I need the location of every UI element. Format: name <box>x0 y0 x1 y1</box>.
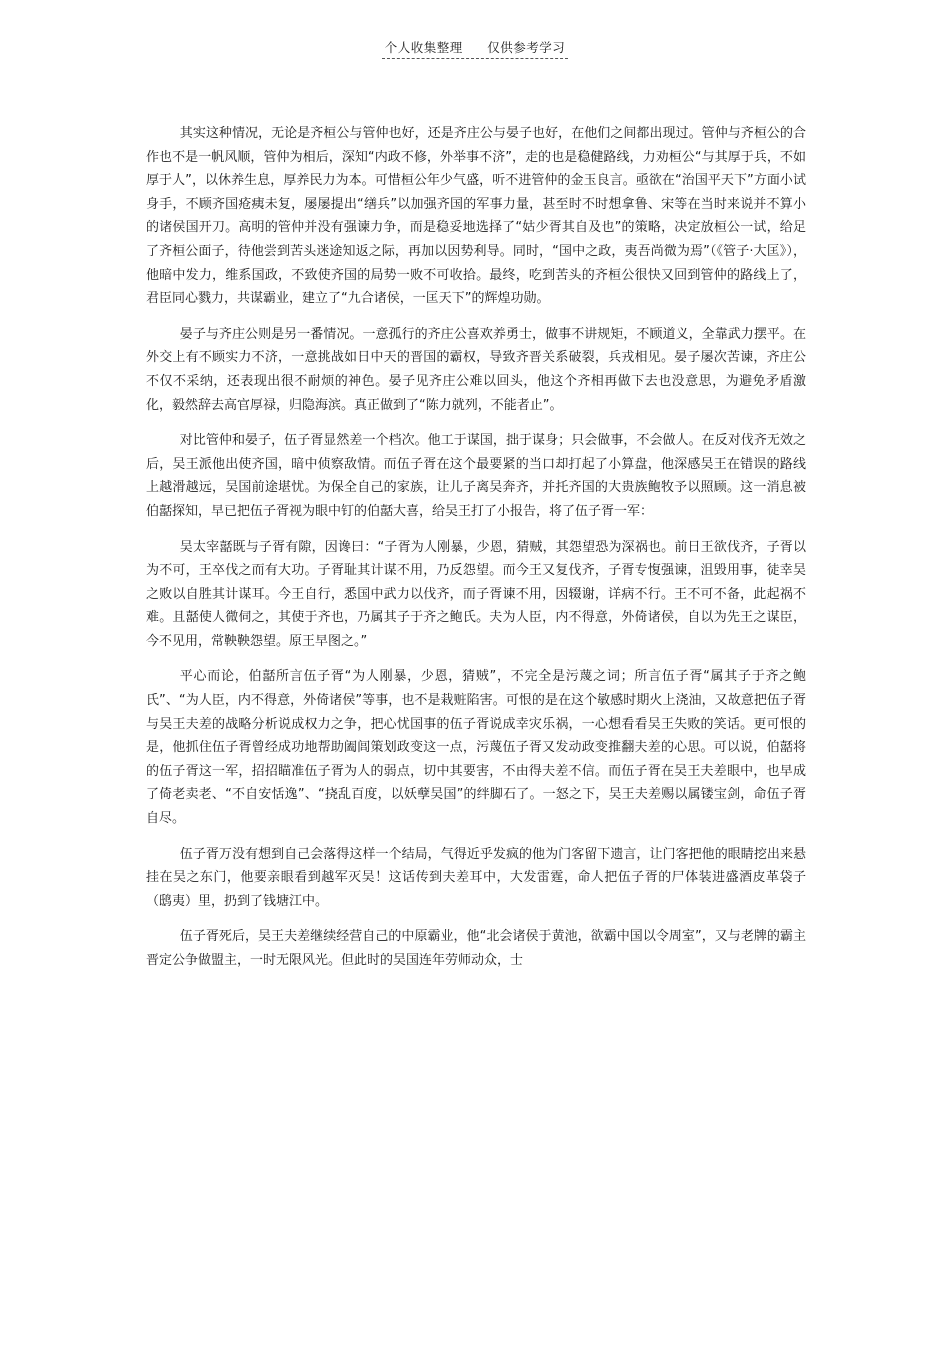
paragraph-7: 伍子胥死后，吴王夫差继续经营自己的中原霸业，他“北会诸侯于黄池，欲霸中国以令周室”，又与老牌的霸主晋定公争做盟主，一时无限风光。但此时的吴国连年劳师动众，士 <box>146 929 806 968</box>
paragraph-6: 伍子胥万没有想到自己会落得这样一个结局，气得近乎发疯的他为门客留下遗言，让门客把他的眼睛挖出来悬挂在吴之东门，他要亲眼看到越军灭吴！这话传到夫差耳中，大发雷霆，命人把伍子胥的尸体装进盛酒皮革袋子（鸱夷）里，扔到了钱塘江中。 <box>146 846 806 909</box>
paragraph-4: 吴太宰嚭既与子胥有隙，因谗曰：“子胥为人刚暴，少恩，猜贼，其怨望恐为深祸也。前日王欲伐齐，子胥以为不可，王卒伐之而有大功。子胥耻其计谋不用，乃反怨望。而今王又复伐齐，子胥专愎强谏，沮毁用事，徒幸吴之败以自胜其计谋耳。今王自行，悉国中武力以伐齐，而子胥谏不用，因辍谢，详病不行。王不可不备，此起祸不难。且嚭使人微伺之，其使于齐也，乃属其子于齐之鲍氏。夫为人臣，内不得意，外倚诸侯，自以为先王之谋臣，今不见用，常鞅鞅怨望。原王早图之。” <box>146 539 806 649</box>
paragraph-1: 其实这种情况，无论是齐桓公与管仲也好，还是齐庄公与晏子也好，在他们之间都出现过。管仲与齐桓公的合作也不是一帆风顺，管仲为相后，深知“内政不修，外举事不济”，走的也是稳健路线，力劝桓公“与其厚于兵，不如厚于人”，以休养生息，厚养民力为本。可惜桓公年少气盛，听不进管仲的金玉良言。亟欲在“治国平天下”方面小试身手，不顾齐国疮痍未复，屡屡提出“缮兵”以加强齐国的军事力量，甚至时不时想拿鲁、宋等在当时来说并不算小的诸侯国开刀。高明的管仲并没有强谏力争，而是稳妥地选择了“姑少胥其自及也”的策略，决定放桓公一试，给足了齐桓公面子，待他尝到苦头迷途知返之际，再加以因势利导。同时，“国中之政，夷吾尚微为焉”（《管子·大匡》），他暗中发力，维系国政，不致使齐国的局势一败不可收拾。最终，吃到苦头的齐桓公很快又回到管仲的路线上了，君臣同心戮力，共谋霸业，建立了“九合诸侯，一匡天下”的辉煌功勋。 <box>146 126 806 307</box>
paragraph-3: 对比管仲和晏子，伍子胥显然差一个档次。他工于谋国，拙于谋身；只会做事，不会做人。在反对伐齐无效之后，吴王派他出使齐国，暗中侦察敌情。而伍子胥在这个最要紧的当口却打起了小算盘，他深感吴王在错误的路线上越滑越远，吴国前途堪忧。为保全自己的家族，让儿子离吴奔齐，并托齐国的大贵族鲍牧予以照顾。这一消息被伯嚭探知，早已把伍子胥视为眼中钉的伯嚭大喜，给吴王打了小报告，将了伍子胥一军： <box>146 433 806 519</box>
paragraph-2: 晏子与齐庄公则是另一番情况。一意孤行的齐庄公喜欢养勇士，做事不讲规矩，不顾道义，全靠武力摆平。在外交上有不顾实力不济，一意挑战如日中天的晋国的霸权，导致齐晋关系破裂，兵戎相见。晏子屡次苦谏，齐庄公不仅不采纳，还表现出很不耐烦的神色。晏子见齐庄公难以回头，他这个齐相再做下去也没意思，为避免矛盾激化，毅然辞去高官厚禄，归隐海滨。真正做到了“陈力就列，不能者止”。 <box>146 326 806 413</box>
header-right-text: 仅供参考学习 <box>487 40 566 55</box>
header-left-text: 个人收集整理 <box>384 40 463 55</box>
page-header <box>0 38 950 56</box>
header-divider <box>382 58 568 59</box>
paragraph-5: 平心而论，伯嚭所言伍子胥“为人刚暴，少恩，猜贼”，不完全是污蔑之词；所言伍子胥“属其子于齐之鲍氏”、“为人臣，内不得意，外倚诸侯”等事，也不是栽赃陷害。可恨的是在这个敏感时期火上浇油，又故意把伍子胥与吴王夫差的战略分析说成权力之争，把心忧国事的伍子胥说成幸灾乐祸，一心想看看吴王失败的笑话。更可恨的是，他抓住伍子胥曾经成功地帮助阖闾策划政变这一点，污蔑伍子胥又发动政变推翻夫差的心思。可以说，伯嚭将的伍子胥这一军，招招瞄准伍子胥为人的弱点，切中其要害，不由得夫差不信。而伍子胥在吴王夫差眼中，也早成了倚老卖老、“不自安恬逸”、“挠乱百度，以妖孽吴国”的绊脚石了。一怒之下，吴王夫差赐以属镂宝剑，命伍子胥自尽。 <box>146 669 806 827</box>
document-body <box>146 122 806 985</box>
